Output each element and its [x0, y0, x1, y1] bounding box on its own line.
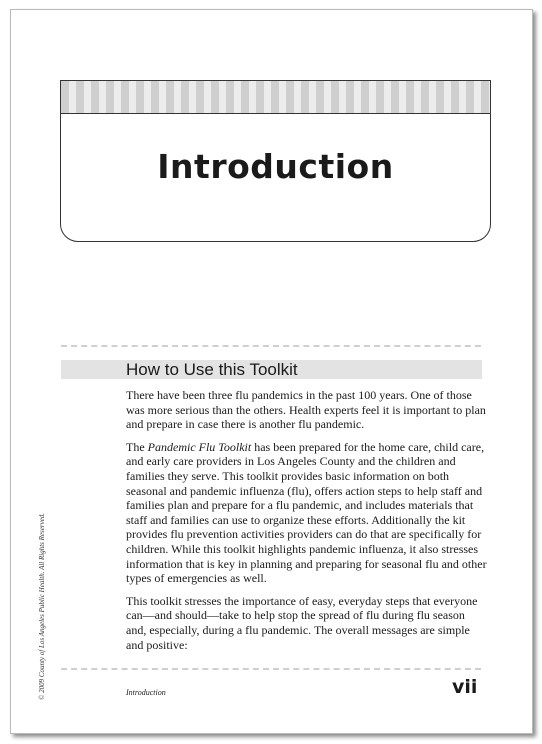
striped-banner	[61, 81, 490, 114]
title-box	[60, 80, 491, 242]
document-page	[10, 9, 533, 734]
paragraph-2	[126, 440, 488, 586]
page-number: vii	[452, 676, 478, 698]
paragraph-2-prefix: The	[126, 439, 148, 454]
body-text	[126, 388, 488, 660]
toolkit-title-emphasis: Pandemic Flu Toolkit	[147, 439, 252, 454]
page-title: Introduction	[157, 147, 394, 186]
footer-section-label: Introduction	[126, 688, 166, 697]
paragraph-1: There have been three flu pandemics in the past 100 years. One of those was more serious than the others. Health experts feel it is important to plan and prepare in case there is another flu pandemic.	[126, 388, 486, 432]
paragraph-3: This toolkit stresses the importance of easy, everyday steps that everyone can—and should—take to help stop the spread of flu during flu season and, especially, during a flu pandemic. The overall messages are simple and positive:	[126, 593, 478, 652]
copyright-note: © 2009 County of Los Angeles Public Health. All Rights Reserved.	[38, 512, 46, 700]
paragraph-2-text: has been prepared for the home care, child care, and early care providers in Los Angeles County and the children and families they serve. This toolkit provides basic information on both seasonal and pandemic influenza (flu), offers action steps to help staff and families plan and prepare for a flu pandemic, and includes materials that staff and families can use to organize these efforts. Additionally the kit provides flu prevention activities providers can do that are specifically for children. While this toolkit highlights pandemic influenza, it also stresses information that is key in planning and preparing for seasonal flu and other types of emergencies as well.	[126, 439, 487, 586]
bottom-dashed-divider	[61, 668, 481, 670]
section-heading: How to Use this Toolkit	[126, 360, 298, 379]
top-dashed-divider	[61, 345, 481, 347]
